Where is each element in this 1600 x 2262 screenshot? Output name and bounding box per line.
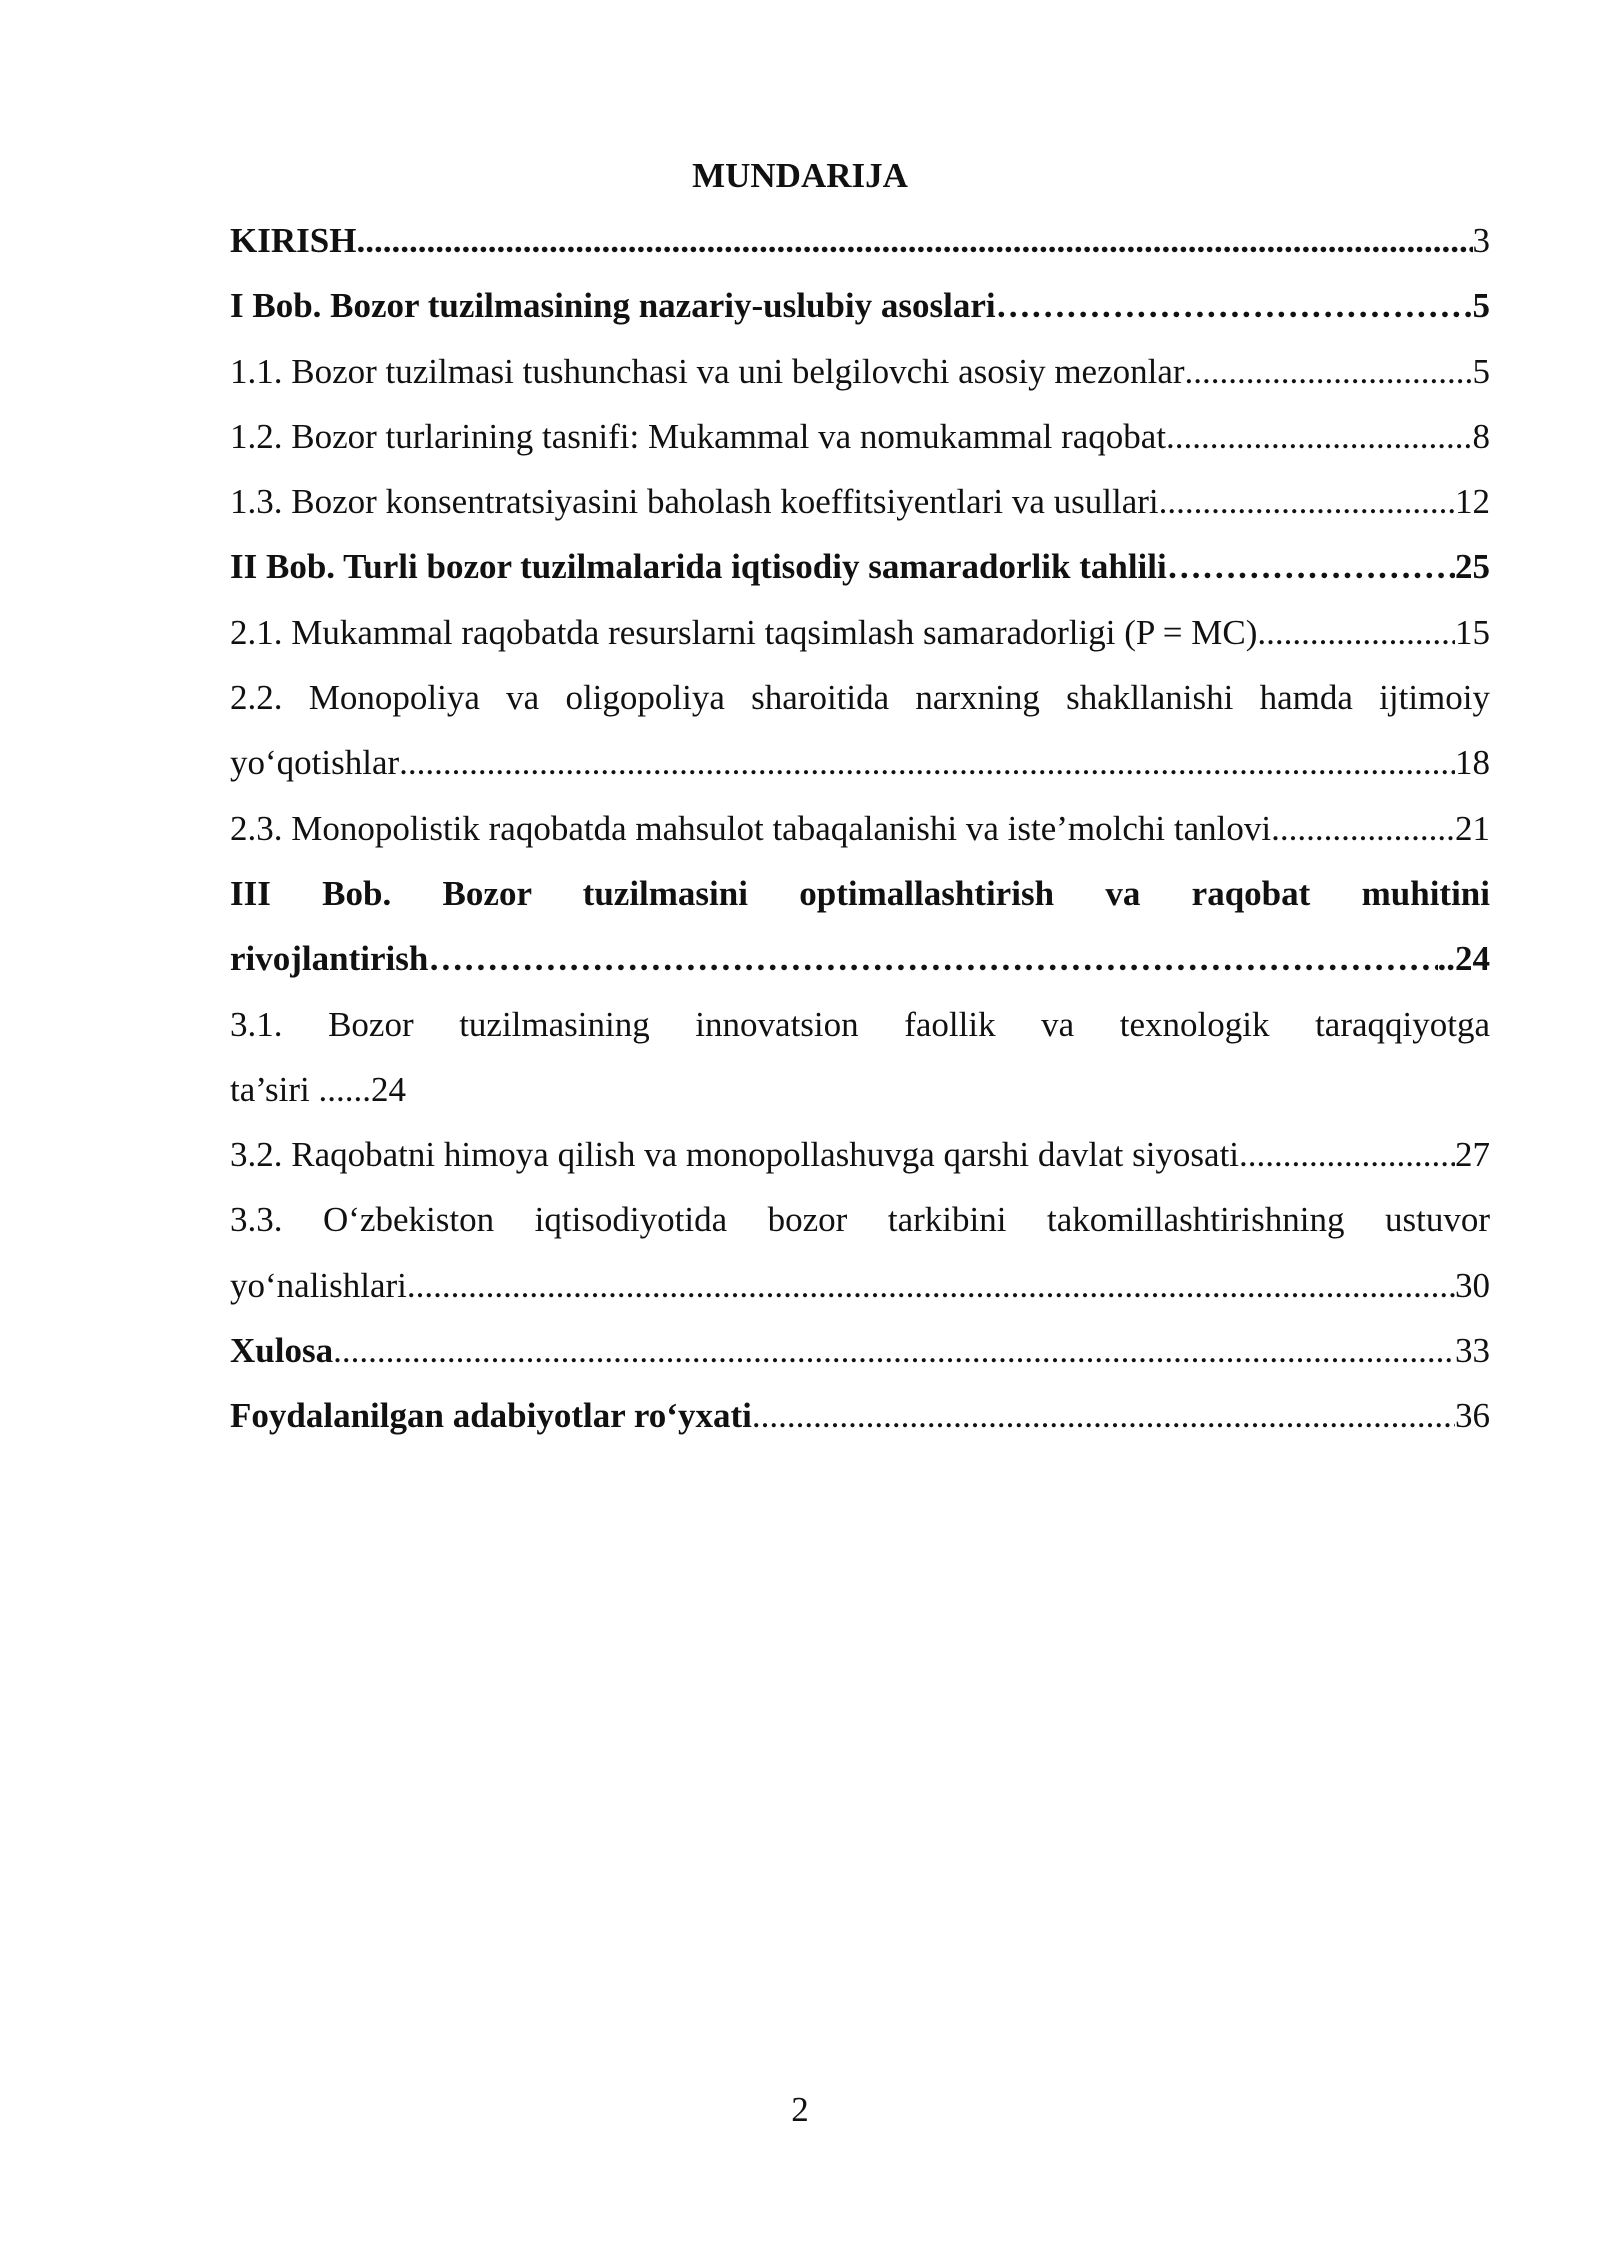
toc-entry-label-line1: 2.2. Monopoliya va oligopoliya sharoitida narxning shakllanishi hamda ijtimoiy: [230, 678, 1490, 718]
toc-entry-label: 2.3. Monopolistik raqobatda mahsulot tabaqalanishi va iste’molchi tanlovi: [230, 808, 1272, 848]
toc-entry-label: Xulosa: [230, 1331, 334, 1371]
toc-entry-1-3[interactable]: [230, 469, 1490, 534]
toc-entry-page: 3: [1472, 221, 1490, 260]
toc-entry-label-line2-row: [230, 1253, 1490, 1318]
toc-entry-page: 36: [1455, 1396, 1490, 1436]
dot-leader: [996, 273, 1464, 338]
dot-leader: [428, 926, 1437, 991]
toc-entry-3-2[interactable]: [230, 1122, 1490, 1187]
dot-leader: [1271, 796, 1455, 861]
toc-entry-label: Foydalanilgan adabiyotlar ro‘yxati: [230, 1396, 752, 1436]
dot-leader: [356, 208, 1472, 273]
dot-leader: [407, 1253, 1455, 1318]
toc-entry-xulosa[interactable]: [230, 1318, 1490, 1383]
toc-entry-page: 15: [1455, 612, 1490, 652]
toc-entry-label-line2: yo‘qotishlar: [230, 743, 400, 783]
toc-entry-label-line2-row: [230, 730, 1490, 795]
toc-entry-1-2[interactable]: [230, 404, 1490, 469]
dot-leader: [1239, 1122, 1455, 1187]
toc-entry-2-2[interactable]: [230, 665, 1490, 796]
dot-leader: [1166, 404, 1472, 469]
toc-entry-label: I Bob. Bozor tuzilmasining nazariy-uslubiy asoslari: [230, 286, 996, 326]
toc-entry-page: 33: [1455, 1331, 1490, 1371]
dot-leader: [333, 1318, 1455, 1383]
toc-entry-label: 1.2. Bozor turlarining tasnifi: Mukammal va nomukammal raqobat: [230, 416, 1167, 456]
toc-title: MUNDARIJA: [692, 156, 908, 195]
toc-entry-label: 1.1. Bozor tuzilmasi tushunchasi va uni belgilovchi asosiy mezonlar: [230, 351, 1185, 391]
toc-entry-label-line2: ta’siri ......24: [230, 1069, 406, 1109]
toc-entry-label-line1: 3.3. O‘zbekiston iqtisodiyotida bozor tarkibini takomillashtirishning ustuvor: [230, 1200, 1490, 1240]
toc-entry-label-line2: rivojlantirish: [230, 939, 429, 979]
toc-entry-page: .5: [1463, 286, 1490, 326]
toc-entry-label-line2-row: [230, 926, 1490, 991]
toc-entry-2-3[interactable]: [230, 796, 1490, 861]
toc-entry-label-line1: 3.1. Bozor tuzilmasining innovatsion faollik va texnologik taraqqiyotga: [230, 1004, 1490, 1044]
toc-entry-page: 30: [1455, 1265, 1490, 1305]
toc-entry-chapter-1[interactable]: [230, 273, 1490, 338]
toc-entry-label: 1.3. Bozor konsentratsiyasini baholash koeffitsiyentlari va usullari: [230, 482, 1159, 522]
toc-entry-3-3[interactable]: [230, 1187, 1490, 1318]
toc-entry-label: 2.1. Mukammal raqobatda resurslarni taqsimlash samaradorligi (P = MC): [230, 612, 1258, 652]
dot-leader: [1185, 339, 1473, 404]
toc-entry-label-line1: III Bob. Bozor tuzilmasini optimallashtirish va raqobat muhitini: [230, 873, 1490, 913]
toc-entry-page: 25: [1455, 547, 1490, 587]
toc-entry-label: KIRISH: [230, 221, 357, 260]
toc-entry-page: ..24: [1437, 939, 1490, 979]
toc-entry-label: II Bob. Turli bozor tuzilmalarida iqtisodiy samaradorlik tahlili: [230, 547, 1167, 587]
toc-entry-page: 21: [1455, 808, 1490, 848]
dot-leader: [752, 1383, 1455, 1448]
dot-leader: [1159, 469, 1455, 534]
toc-entry-label-line2: yo‘nalishlari: [230, 1265, 407, 1305]
toc-entry-page: 18: [1455, 743, 1490, 783]
table-of-contents: [230, 208, 1490, 1449]
toc-entry-1-1[interactable]: [230, 339, 1490, 404]
toc-entry-chapter-2[interactable]: [230, 534, 1490, 599]
toc-entry-3-1[interactable]: [230, 992, 1490, 1123]
toc-entry-chapter-3[interactable]: [230, 861, 1490, 992]
dot-leader: [1167, 534, 1455, 599]
toc-entry-2-1[interactable]: [230, 600, 1490, 665]
toc-entry-page: 27: [1455, 1135, 1490, 1175]
toc-entry-page: 12: [1455, 482, 1490, 522]
page-number: 2: [791, 2090, 809, 2129]
dot-leader: [399, 730, 1455, 795]
toc-entry-page: 8: [1472, 416, 1490, 456]
toc-entry-page: 5: [1472, 351, 1490, 391]
toc-entry-label: 3.2. Raqobatni himoya qilish va monopollashuvga qarshi davlat siyosati: [230, 1135, 1240, 1175]
toc-entry-references[interactable]: [230, 1383, 1490, 1448]
toc-entry-kirish[interactable]: [230, 208, 1490, 273]
dot-leader: [1257, 600, 1455, 665]
